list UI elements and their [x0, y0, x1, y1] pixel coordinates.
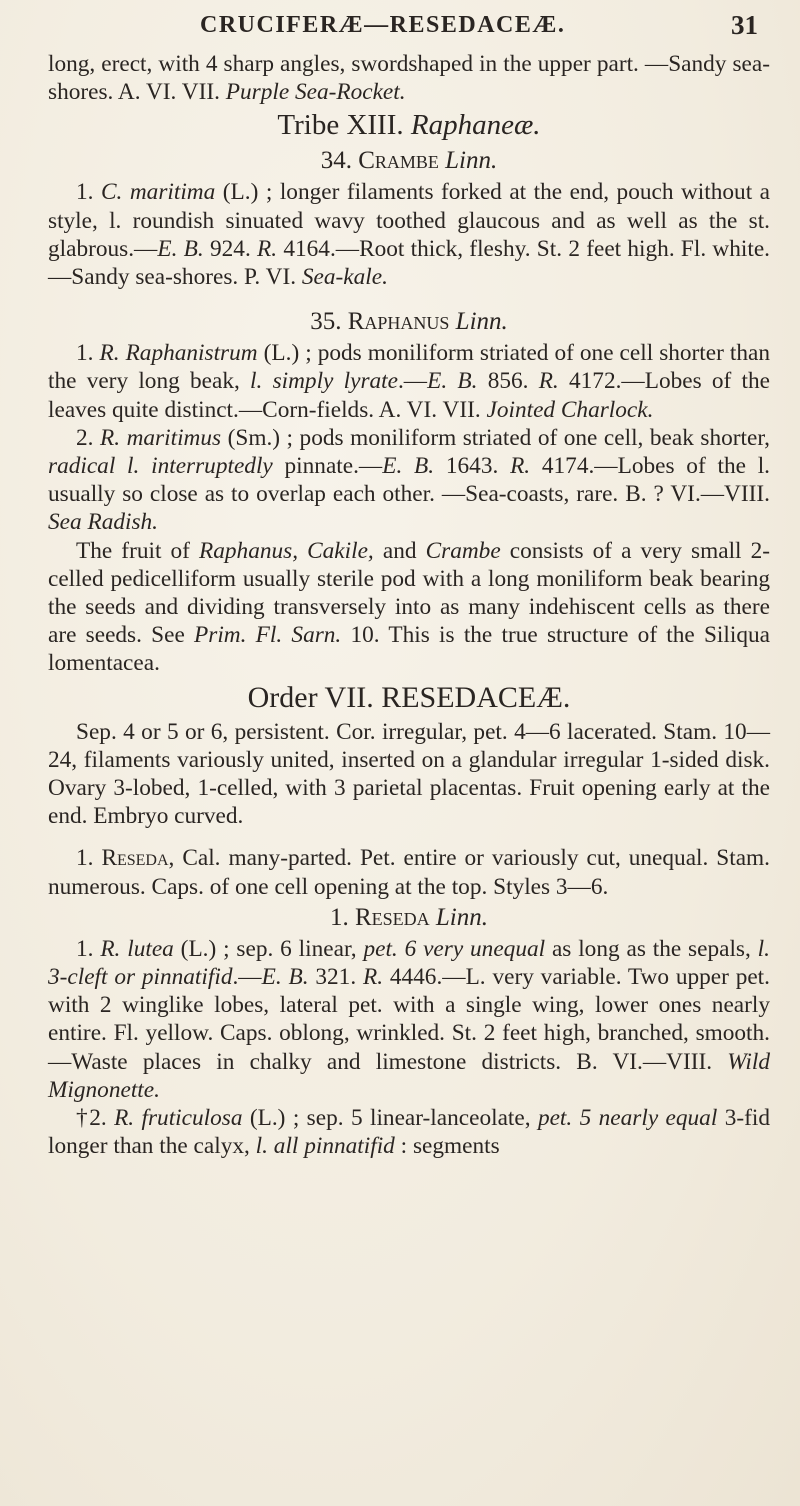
body-text: (Sm.) ; pods moniliform striated of one cell, beak shorter, — [221, 424, 770, 451]
petal-character: pet. 6 very unequal — [363, 935, 546, 962]
genus-heading-crambe — [48, 144, 770, 178]
species-name: C. maritima — [100, 179, 216, 206]
body-text: 4446.—L. very variable. Two upper pet. with 2 winglike lobes, lateral pet. with a single wing, lower ones nearly entire. Fl. yellow. Caps. oblong, wrinkled. St. 2 feet high, branched, smooth.—Waste places in chalky and limestone districts. B. VI.—VIII. — [48, 964, 770, 1075]
leaf-character: l. 3-cleft or pinnatifid — [48, 935, 770, 991]
genus-number: 35. — [310, 308, 348, 336]
genus-heading-raphanus — [48, 305, 770, 339]
species-name: R. Raphanistrum — [99, 340, 258, 367]
genus-name: Raphanus — [347, 308, 450, 336]
body-text: (L.) ; sep. 5 linear-lanceolate, — [242, 1105, 538, 1132]
common-name: Jointed Charlock. — [486, 396, 654, 423]
reference: E. B. — [157, 235, 204, 262]
genus-authority: Linn. — [438, 147, 498, 175]
running-title: CRUCIFERÆ—RESEDACEÆ. — [200, 12, 566, 38]
species-raphanus-raphanistrum — [48, 339, 770, 424]
genus-authority: Linn. — [449, 308, 508, 336]
species-reseda-fruticulosa — [48, 1104, 770, 1160]
reference: R. — [538, 368, 559, 395]
paragraph-sea-rocket-continued — [48, 50, 770, 106]
body-text: 4164.—Root thick, fleshy. St. 2 feet high. Fl. white.—Sandy sea-shores. P. VI. — [48, 235, 771, 291]
paragraph-fruit-note — [48, 537, 770, 678]
reference: Prim. Fl. Sarn. — [194, 622, 342, 649]
key-number: 1. — [76, 845, 102, 872]
body-text: : segments — [394, 1133, 500, 1160]
running-head — [0, 8, 800, 42]
body-text: , Cal. many-parted. Pet. entire or variously cut, unequal. Stam. numerous. Caps. of one cell opening at the top. Styles 3—6. — [48, 845, 771, 900]
genus-name: Reseda — [354, 903, 430, 931]
genus-heading-reseda — [48, 901, 770, 935]
order-heading: Order VII. RESEDACEÆ. — [247, 680, 571, 714]
body-text: (L.) ; pods moniliform striated of one cell shorter than the very long beak, — [48, 340, 771, 395]
tribe-name: Raphaneæ. — [410, 109, 541, 142]
leaf-character: l. simply lyrate — [250, 368, 398, 395]
species-name: R. fruticulosa — [114, 1105, 243, 1132]
genus-number: 34. — [320, 147, 359, 175]
reference: R. — [362, 964, 384, 991]
species-name: R. lutea — [100, 935, 174, 962]
page-number: 31 — [731, 10, 758, 40]
tribe-heading — [48, 106, 770, 144]
body-text: 4172.—Lobes of the leaves quite distinct.—Corn-fields. A. VI. VII. — [48, 368, 770, 423]
reference: E. B. — [427, 368, 478, 395]
petal-character: pet. 5 nearly equal — [537, 1105, 718, 1132]
body-text: 1643. — [434, 453, 511, 480]
genus-number: 1. — [329, 903, 355, 931]
body-text: 10. This is the true structure of the Siliqua lomentacea. — [48, 622, 770, 677]
tribe-label: Tribe XIII. — [277, 109, 411, 142]
genus-mention: Crambe — [425, 537, 501, 564]
species-number: 2. — [76, 424, 100, 451]
reference: R. — [510, 453, 531, 480]
genus-key — [48, 844, 770, 900]
body-text: and — [373, 537, 426, 564]
body-text: 321. — [308, 964, 363, 991]
reference: R. — [257, 235, 278, 262]
body-text: 3-fid longer than the calyx, — [48, 1105, 770, 1160]
body-text: 924. — [203, 235, 258, 262]
body-text: pinnate.— — [272, 453, 383, 480]
body-text: as long as the sepals, — [545, 935, 758, 962]
common-name: Sea Radish. — [48, 509, 159, 536]
reference: E. B. — [382, 453, 435, 480]
body-text: .— — [232, 964, 262, 991]
leaf-character: l. all pinnatifid — [255, 1133, 395, 1160]
body-text: (L.) ; sep. 6 linear, — [173, 935, 364, 962]
genus-name: Crambe — [358, 147, 439, 175]
genus-mention: Raphanus, Cakile, — [199, 537, 374, 564]
order-description: Sep. 4 or 5 or 6, persistent. Cor. irregular, pet. 4—6 lacerated. Stam. 10—24, filaments variously united, inserted on a glandular irregular 1-sided disk. Ovary 3-lobed, 1-celled, with 3 parietal placentas. Fruit opening early at the end. Embryo curved. — [48, 718, 770, 830]
species-crambe-maritima — [48, 178, 770, 291]
reference: E. B. — [261, 964, 309, 991]
body-text: consists of a very small 2-celled pedicelliform usually sterile pod with a long moniliform beak bearing the seeds and dividing transversely into as many indehiscent cells as there are seeds. See — [48, 537, 771, 649]
genus-name: Reseda — [101, 845, 169, 872]
species-name: R. maritimus — [100, 424, 222, 451]
leaf-character: radical l. interruptedly — [48, 453, 273, 480]
species-number: 1. — [76, 340, 100, 367]
body-text: The fruit of — [76, 537, 200, 564]
species-number: †2. — [76, 1105, 115, 1132]
common-name: Sea-kale. — [301, 264, 388, 291]
common-name: Wild Mignonette. — [48, 1048, 770, 1103]
species-number: 1. — [76, 179, 101, 206]
species-raphanus-maritimus — [48, 424, 770, 537]
body-text: .— — [397, 368, 428, 395]
common-name: Purple Sea-Rocket. — [225, 79, 406, 106]
species-number: 1. — [76, 935, 101, 962]
body-text: 856. — [477, 368, 539, 395]
species-reseda-lutea — [48, 935, 770, 1104]
body-text: (L.) ; longer filaments forked at the end, pouch without a style, l. roundish sinuated wavy toothed glaucous and as well as the st. glabrous.— — [48, 179, 771, 262]
genus-authority: Linn. — [429, 903, 489, 931]
body-text: 4174.—Lobes of the l. usually so close as to overlap each other. —Sea-coasts, rare. B. ? VI.—VIII. — [48, 453, 770, 508]
page-body — [48, 50, 770, 1161]
body-text: long, erect, with 4 sharp angles, swordshaped in the upper part. —Sandy sea-shores. A. VI. VII. — [48, 51, 770, 106]
